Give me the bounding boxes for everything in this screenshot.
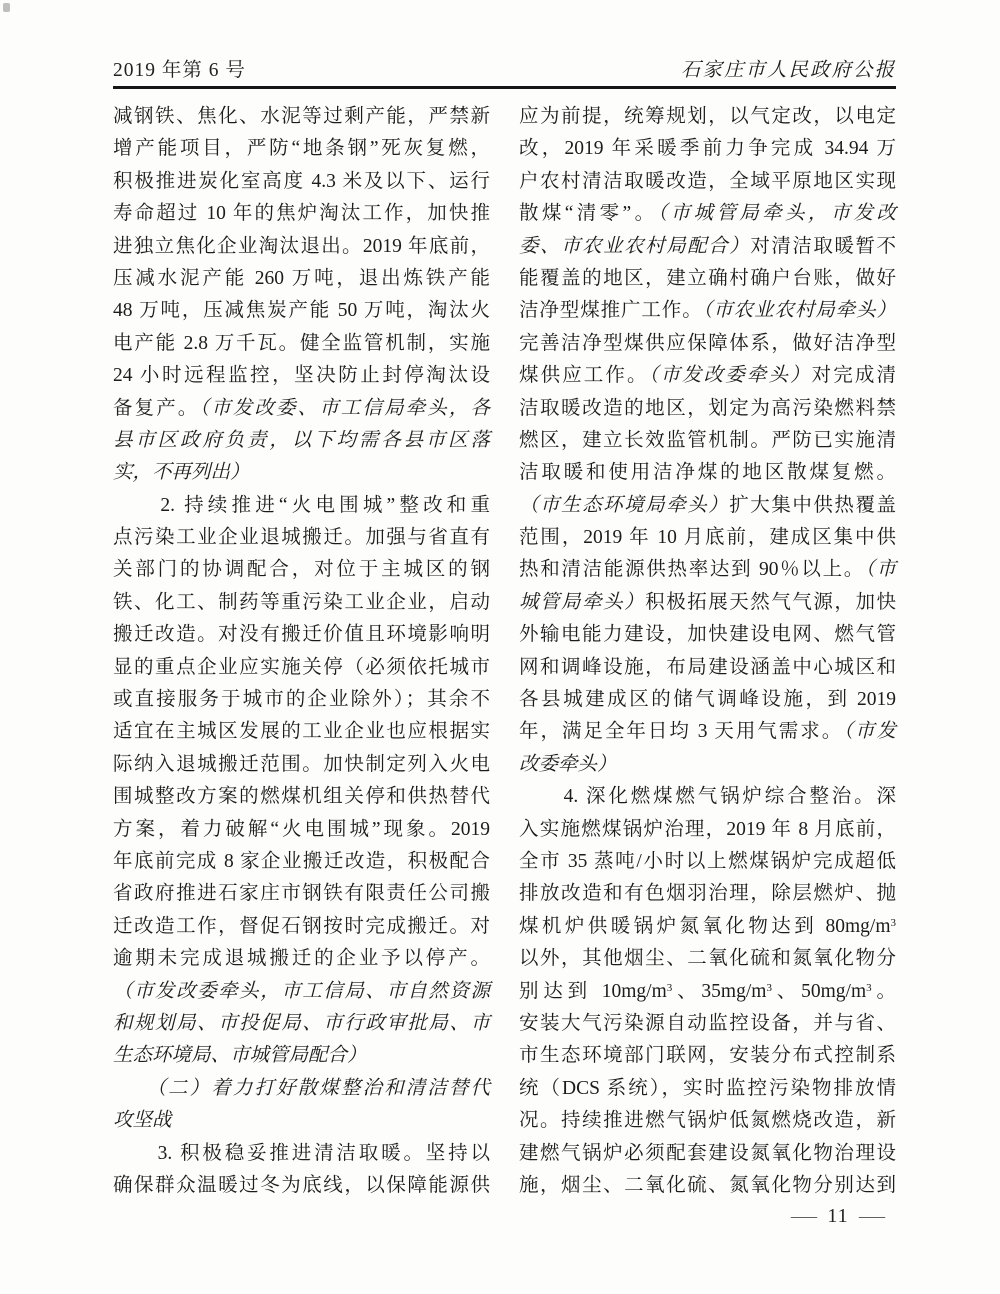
text-segment: 进独立焦化企业淘汰退出。2019 年底前， — [113, 235, 490, 257]
text-segment: 显的重点企业应实施关停（必须依托城市 — [113, 656, 490, 678]
text-line — [519, 749, 896, 781]
text-segment: 建燃气锅炉必须配套建设氮氧化物治理设 — [519, 1142, 896, 1164]
text-segment: 年底前完成 8 家企业搬迁改造，积极配合 — [113, 850, 490, 872]
text-line — [519, 328, 896, 360]
text-line — [519, 846, 896, 878]
text-segment: 别达到 10mg/m — [519, 980, 667, 1002]
text-line — [519, 133, 896, 165]
text-line — [113, 749, 490, 781]
text-line — [519, 360, 896, 392]
text-line — [113, 781, 490, 813]
text-line — [113, 263, 490, 295]
text-segment: 安装大气污染源自动监控设备，并与省、 — [519, 1012, 896, 1034]
text-segment: 、35mg/m — [672, 980, 767, 1002]
text-line — [113, 166, 490, 198]
text-line — [113, 425, 490, 457]
text-line — [519, 1073, 896, 1105]
text-segment: 况。持续推进燃气锅炉低氮燃烧改造，新 — [519, 1110, 896, 1132]
kai-text-segment: （市农业农村局牵头） — [702, 300, 896, 322]
publication-title: 石家庄市人民政府公报 — [680, 60, 896, 81]
text-line — [113, 231, 490, 263]
text-segment: 逾期未完成退城搬迁的企业予以停产。 — [113, 948, 490, 970]
text-segment: 应为前提，统筹规划，以气定改，以电定 — [519, 106, 896, 127]
text-segment: 压减水泥产能 260 万吨，退出炼铁产能 — [113, 267, 490, 289]
text-line — [113, 1040, 490, 1072]
kai-text-segment: 攻坚战 — [113, 1110, 172, 1132]
text-line — [519, 198, 896, 230]
text-line — [113, 393, 490, 425]
superscript: 3 — [766, 981, 772, 994]
text-segment: 围城整改方案的燃煤机组关停和供热替代 — [113, 786, 490, 808]
kai-text-segment: （市生态环境局牵头） — [519, 494, 730, 516]
text-segment: 、50mg/m — [771, 980, 867, 1002]
text-line — [519, 587, 896, 619]
text-line — [113, 1138, 490, 1170]
text-line — [519, 457, 896, 489]
text-line — [519, 684, 896, 716]
text-line — [113, 522, 490, 554]
text-line — [113, 878, 490, 910]
page-number-dash-right: — — [858, 1204, 885, 1227]
text-line — [519, 1138, 896, 1170]
text-line — [519, 1040, 896, 1072]
text-line — [519, 911, 896, 943]
text-segment: 施，烟尘、二氧化硫、氮氧化物分别达到 — [519, 1174, 896, 1196]
text-segment: 或直接服务于城市的企业除外）；其余不 — [113, 689, 490, 711]
text-segment: 煤供应工作。 — [519, 365, 649, 387]
text-segment: 能覆盖的地区，建立确村确户台账，做好 — [519, 267, 896, 289]
text-line — [113, 846, 490, 878]
text-segment: 入实施燃煤锅炉治理，2019 年 8 月底前， — [519, 818, 896, 840]
text-segment: 省政府推进石家庄市钢铁有限责任公司搬 — [113, 883, 490, 905]
text-segment: 电产能 2.8 万千瓦。健全监管机制，实施 — [113, 332, 490, 354]
text-line — [519, 814, 896, 846]
text-segment: 市生态环境部门联网，安装分布式控制系 — [519, 1045, 896, 1067]
kai-text-segment: （市城管局牵头，市发改 — [657, 203, 896, 225]
text-line — [113, 976, 490, 1008]
text-segment: 确保群众温暖过冬为底线，以保障能源供 — [113, 1174, 490, 1196]
text-segment: 积极拓展天然气气源，加快 — [645, 591, 896, 613]
text-segment: 24 小时远程监控，坚决防止封停淘汰设 — [113, 365, 490, 387]
text-line — [113, 101, 490, 133]
kai-text-segment: 和规划局、市投促局、市行政审批局、市 — [113, 1012, 490, 1034]
kai-text-segment: 城管局牵头） — [519, 591, 646, 613]
kai-text-segment: 县市区政府负责，以下均需各县市区落 — [113, 429, 490, 451]
text-segment: 范围，2019 年 10 月底前，建成区集中供 — [519, 527, 896, 549]
text-segment: 年，满足全年日均 3 天用气需求。 — [519, 721, 844, 743]
text-line — [519, 716, 896, 748]
text-segment: 4. 深化燃煤燃气锅炉综合整治。深 — [519, 786, 896, 808]
text-segment: 。 — [871, 980, 896, 1002]
page-footer — [778, 1200, 898, 1232]
text-line — [519, 781, 896, 813]
text-segment: 热和清洁能源供热率达到 90％以上。 — [519, 559, 866, 581]
text-segment: 全市 35 蒸吨/小时以上燃煤锅炉完成超低 — [519, 850, 896, 872]
page-number-dash-left: — — [791, 1204, 818, 1227]
text-line — [519, 295, 896, 327]
text-line — [519, 1105, 896, 1137]
superscript: 3 — [890, 916, 896, 929]
text-segment: 煤机炉供暖锅炉氮氧化物达到 80mg/m — [519, 915, 891, 937]
text-segment: 统（DCS 系统），实时监控污染物排放情 — [519, 1077, 896, 1099]
text-segment: 寿命超过 10 年的焦炉淘汰工作，加快推 — [113, 203, 490, 225]
text-line — [113, 360, 490, 392]
text-segment: 48 万吨，压减焦炭产能 50 万吨，淘汰火 — [113, 300, 490, 322]
text-line — [519, 393, 896, 425]
text-line — [519, 425, 896, 457]
text-line — [113, 587, 490, 619]
text-line — [519, 619, 896, 651]
text-line — [519, 652, 896, 684]
text-line — [113, 1008, 490, 1040]
page-number: 11 — [827, 1204, 849, 1227]
text-line — [113, 814, 490, 846]
text-line — [113, 198, 490, 230]
text-segment: 燃区，建立长效监管机制。严防已实施清 — [519, 429, 896, 451]
kai-text-segment: 委、市农业农村局配合） — [519, 235, 751, 257]
text-segment: 完善洁净型煤供应保障体系，做好洁净型 — [519, 332, 896, 354]
text-line — [519, 976, 896, 1008]
text-segment: 关部门的协调配合，对位于主城区的钢 — [113, 559, 490, 581]
text-line — [519, 166, 896, 198]
text-line — [519, 1170, 896, 1202]
text-line — [113, 1105, 490, 1137]
header-rule — [113, 86, 896, 89]
kai-text-segment: （二）着力打好散煤整治和清洁替代 — [113, 1077, 490, 1099]
text-line — [113, 716, 490, 748]
text-segment: 洁取暖改造的地区，划定为高污染燃料禁 — [519, 397, 896, 419]
text-line — [519, 101, 896, 133]
text-line — [113, 490, 490, 522]
text-segment: 点污染工业企业退城搬迁。加强与省直有 — [113, 527, 490, 549]
text-line — [113, 328, 490, 360]
scan-artifact — [3, 3, 10, 12]
text-segment: 搬迁改造。对没有搬迁价值且环境影响明 — [113, 624, 490, 646]
text-segment: 网和调峰设施，布局建设涵盖中心城区和 — [519, 656, 896, 678]
text-line — [113, 554, 490, 586]
text-segment: 对清洁取暖暂不 — [750, 235, 896, 257]
kai-text-segment: 生态环境局、市城管局配合） — [113, 1045, 367, 1067]
text-segment: 排放改造和有色烟羽治理，除层燃炉、抛 — [519, 883, 896, 905]
text-line — [113, 1170, 490, 1202]
text-line — [113, 457, 490, 489]
text-segment: 各县城建成区的储气调峰设施，到 2019 — [519, 689, 896, 711]
text-segment: 3. 积极稳妥推进清洁取暖。坚持以 — [113, 1142, 490, 1164]
text-line — [113, 1073, 490, 1105]
text-segment: 外输电能力建设，加快建设电网、燃气管 — [519, 624, 896, 646]
column-right — [519, 101, 896, 1202]
column-left — [113, 101, 490, 1202]
text-line — [519, 231, 896, 263]
text-columns — [113, 101, 896, 1202]
text-segment: 减钢铁、焦化、水泥等过剩产能，严禁新 — [113, 106, 490, 127]
superscript: 3 — [666, 981, 673, 994]
text-segment: 改，2019 年采暖季前力争完成 34.94 万 — [519, 138, 896, 160]
text-segment: 以外，其他烟尘、二氧化硫和氮氧化物分 — [519, 948, 896, 970]
kai-text-segment: （市发改委牵头，市工信局、市自然资源 — [113, 980, 490, 1002]
page-header — [113, 48, 896, 82]
text-segment: 户农村清洁取暖改造，全域平原地区实现 — [519, 170, 896, 192]
kai-text-segment: （市发改委牵头） — [648, 365, 812, 387]
text-line — [113, 911, 490, 943]
kai-text-segment: 改委牵头） — [519, 753, 617, 775]
superscript: 3 — [866, 981, 872, 994]
issue-label: 2019 年第 6 号 — [113, 60, 246, 81]
text-segment: 铁、化工、制药等重污染工业企业，启动 — [113, 591, 490, 613]
text-line — [519, 878, 896, 910]
kai-text-segment: （市发 — [843, 721, 896, 743]
text-segment: 2. 持续推进“火电围城”整改和重 — [113, 494, 490, 516]
text-line — [113, 684, 490, 716]
text-line — [519, 1008, 896, 1040]
text-line — [113, 133, 490, 165]
text-line — [519, 943, 896, 975]
text-segment: 洁净型煤推广工作。 — [519, 300, 703, 322]
text-line — [519, 263, 896, 295]
text-line — [519, 522, 896, 554]
text-line — [519, 554, 896, 586]
text-segment: 散煤“清零”。 — [519, 203, 658, 225]
text-segment: 扩大集中供热覆盖 — [729, 494, 896, 516]
text-line — [113, 652, 490, 684]
text-segment: 备复产。 — [113, 397, 200, 419]
text-line — [519, 490, 896, 522]
text-segment: 际纳入退城搬迁范围。加快制定列入火电 — [113, 753, 490, 775]
text-line — [113, 295, 490, 327]
text-segment: 迁改造工作，督促石钢按时完成搬迁。对 — [113, 915, 490, 937]
kai-text-segment: （市 — [865, 559, 896, 581]
text-segment: 适宜在主城区发展的工业企业也应根据实 — [113, 721, 490, 743]
text-segment: 增产能项目，严防“地条钢”死灰复燃， — [113, 138, 490, 160]
kai-text-segment: （市发改委、市工信局牵头，各 — [199, 397, 490, 419]
text-segment: 积极推进炭化室高度 4.3 米及以下、运行 — [113, 170, 490, 192]
text-line — [113, 619, 490, 651]
text-segment: 对完成清 — [811, 365, 896, 387]
text-segment: 洁取暖和使用洁净煤的地区散煤复燃。 — [519, 462, 896, 484]
kai-text-segment: 实，不再列出） — [113, 462, 250, 484]
text-line — [113, 943, 490, 975]
text-segment: 方案，着力破解“火电围城”现象。2019 — [113, 818, 490, 840]
